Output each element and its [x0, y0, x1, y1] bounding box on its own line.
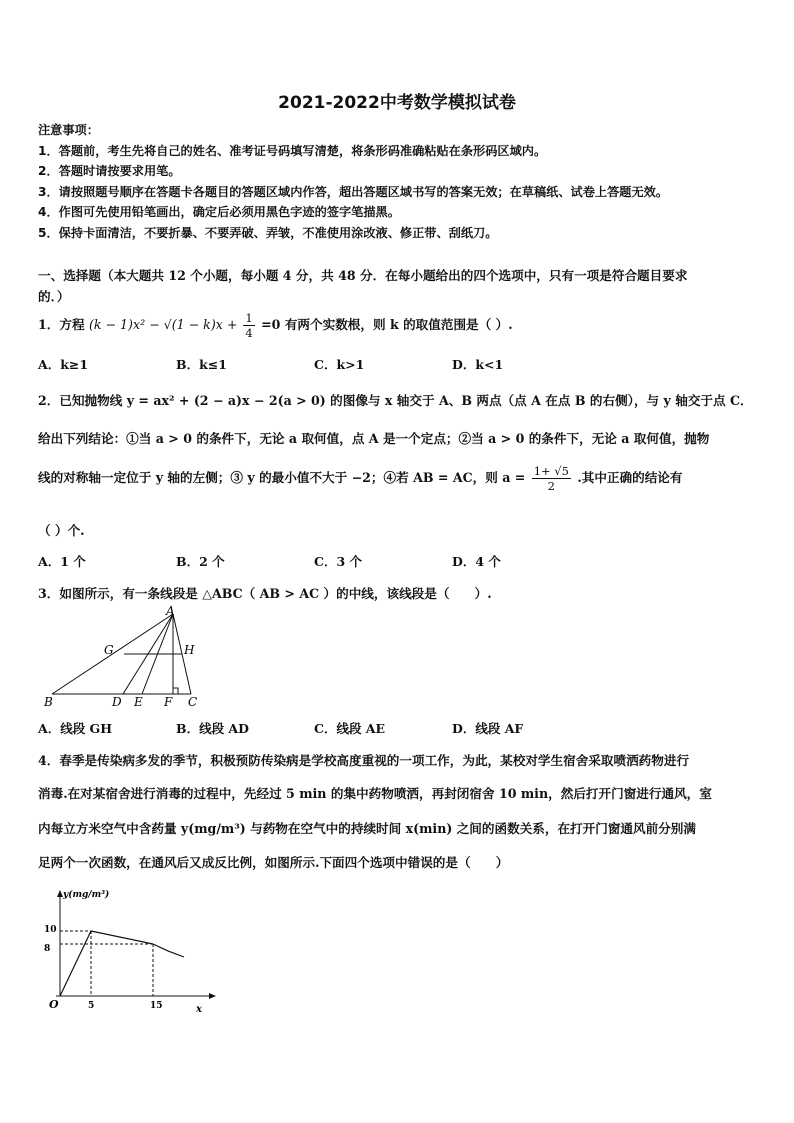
q1-suffix: =0 有两个实数根，则 k 的取值范围是（ ）. — [261, 317, 513, 332]
y-tick-8: 8 — [44, 944, 51, 954]
notice-item-4: 4．作图可先使用铅笔画出，确定后必须用黑色字迹的签字笔描黑。 — [38, 205, 400, 219]
question-1 — [38, 311, 513, 340]
series-segment2 — [91, 931, 153, 944]
notice-item-2: 2．答题时请按要求用笔。 — [38, 164, 181, 178]
q1-option-b[interactable]: B．k≤1 — [176, 357, 227, 372]
q1-option-a[interactable]: A．k≥1 — [38, 357, 89, 372]
q4-line4: 足两个一次函数，在通风后又成反比例，如图所示.下面四个选项中错误的是（ ） — [38, 855, 509, 870]
q3-triangle-figure — [38, 602, 208, 710]
q4-line3: 内每立方米空气中含药量 y(mg/m³) 与药物在空气中的持续时间 x(min) 之间的函数关系，在打开门窗通风前分别满 — [38, 821, 696, 836]
q3-option-a[interactable]: A．线段 GH — [38, 721, 113, 736]
q2-frac-den: 2 — [547, 479, 555, 493]
q2-option-b[interactable]: B．2 个 — [176, 554, 225, 569]
notice-item-1: 1．答题前，考生先将自己的姓名、准考证号码填写清楚，将条形码准确粘贴在条形码区域内。 — [38, 144, 547, 158]
q3-stem: 3．如图所示，有一条线段是 △ABC（ AB > AC ）的中线，该线段是（ ）. — [38, 586, 492, 601]
label-g: G — [104, 643, 114, 657]
q4-line2: 消毒.在对某宿舍进行消毒的过程中，先经过 5 min 的集中药物喷洒，再封闭宿舍 10 min，然后打开门窗进行通风，室 — [38, 786, 712, 801]
notice-item-3: 3．请按照题号顺序在答题卡各题目的答题区域内作答，超出答题区域书写的答案无效；在草稿纸、试卷上答题无效。 — [38, 185, 669, 199]
q3-option-d[interactable]: D．线段 AF — [452, 721, 524, 736]
q4-line1: 4．春季是传染病多发的季节，积极预防传染病是学校高度重视的一项工作，为此，某校对学生宿舍采取喷洒药物进行 — [38, 753, 690, 768]
section1-line2: 的．） — [38, 289, 70, 304]
right-angle-mark — [173, 688, 178, 694]
notice-heading: 注意事项： — [38, 123, 99, 137]
x-tick-15: 15 — [150, 1001, 163, 1011]
q2-option-c[interactable]: C．3 个 — [314, 554, 362, 569]
series-segment1 — [60, 931, 91, 996]
q2-fraction — [532, 464, 571, 493]
y-axis-label: y(mg/m³) — [63, 890, 110, 900]
x-axis-label: x — [196, 1004, 202, 1015]
q2-line3-post: .其中正确的结论有 — [577, 470, 683, 485]
label-d: D — [112, 695, 122, 709]
q2-frac-num: 1+ √5 — [533, 464, 569, 478]
q2-line1: 2．已知抛物线 y = ax² + (2 − a)x − 2(a > 0) 的图像与 x 轴交于 A、B 两点（点 A 在点 B 的右侧），与 y 轴交于点 C． — [38, 393, 753, 408]
label-e: E — [134, 695, 143, 709]
q1-option-d[interactable]: D．k<1 — [452, 357, 504, 372]
q1-fraction — [243, 311, 254, 340]
q1-prefix: 1．方程 — [38, 317, 85, 332]
section1-line1: 一、选择题（本大题共 12 个小题，每小题 4 分，共 48 分．在每小题给出的四个选项中，只有一项是符合题目要求 — [38, 268, 688, 283]
q2-line2: 给出下列结论：①当 a > 0 的条件下，无论 a 取何值，点 A 是一个定点；②当 a > 0 的条件下，无论 a 取何值，抛物 — [38, 431, 710, 446]
notice-item-5: 5．保持卡面清洁，不要折暴、不要弄破、弄皱，不准使用涂改液、修正带、刮纸刀。 — [38, 226, 498, 240]
y-tick-10: 10 — [44, 925, 57, 935]
q2-line3-pre: 线的对称轴一定位于 y 轴的左侧；③ y 的最小值不大于 −2；④若 AB = AC，则 a = — [38, 470, 526, 485]
series-inverse — [153, 944, 184, 957]
q1-frac-num: 1 — [245, 311, 253, 325]
origin-label: O — [49, 998, 59, 1011]
label-b: B — [44, 695, 53, 709]
q2-option-d[interactable]: D．4 个 — [452, 554, 501, 569]
label-f: F — [164, 695, 173, 709]
q1-frac-den: 4 — [245, 326, 253, 340]
q1-option-c[interactable]: C．k>1 — [314, 357, 365, 372]
q2-line4: （ ）个. — [38, 523, 85, 538]
label-a: A — [166, 604, 175, 618]
q2-option-a[interactable]: A．1 个 — [38, 554, 86, 569]
q2-line3 — [38, 464, 683, 493]
label-c: C — [188, 695, 198, 709]
q3-option-b[interactable]: B．线段 AD — [176, 721, 249, 736]
x-tick-5: 5 — [88, 1001, 95, 1011]
x-axis-arrow — [209, 993, 216, 999]
q4-concentration-chart — [36, 884, 226, 1024]
q1-expression: (k − 1)x² − √(1 − k)x + — [88, 317, 242, 332]
page-title: 2021-2022中考数学模拟试卷 — [278, 93, 516, 113]
label-h: H — [184, 643, 195, 657]
q3-option-c[interactable]: C．线段 AE — [314, 721, 386, 736]
